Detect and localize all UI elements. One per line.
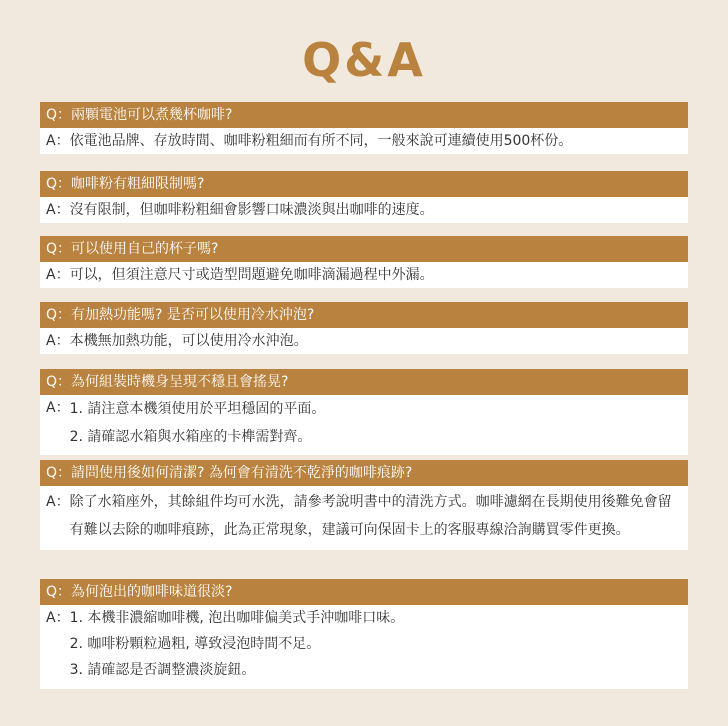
question-text: 咖啡粉有粗細限制嗎? [71, 176, 205, 192]
faq-item [40, 460, 688, 550]
question-bar [40, 579, 688, 605]
answer-box [40, 395, 688, 455]
question-text: 兩顆電池可以煮幾杯咖啡? [71, 107, 233, 123]
question-prefix: Q： [46, 374, 72, 390]
answer-text: 本機無加熱功能，可以使用冷水沖泡。 [69, 333, 308, 349]
answer-text: 沒有限制，但咖啡粉粗細會影響口味濃淡與出咖啡的速度。 [69, 202, 434, 218]
question-prefix: Q： [46, 176, 72, 192]
answer-prefix: A： [46, 610, 70, 626]
faq-item [40, 369, 688, 455]
question-prefix: Q： [46, 107, 72, 123]
question-prefix: Q： [46, 465, 72, 481]
answer-text: 除了水箱座外，其餘組件均可水洗，請參考說明書中的清洗方式。咖啡濾網在長期使用後難免會留有難以去除的咖啡痕跡，此為正常現象，建議可向保固卡上的客服專線洽詢購買零件更換。 [69, 494, 672, 538]
question-text: 可以使用自己的杯子嗎? [71, 241, 219, 257]
question-prefix: Q： [46, 241, 72, 257]
question-bar [40, 171, 688, 197]
question-bar [40, 460, 688, 486]
answer-box [40, 197, 688, 223]
question-text: 為何泡出的咖啡味道很淡? [71, 584, 233, 600]
answer-text: 3. 請確認是否調整濃淡旋鈕。 [69, 662, 256, 678]
answer-prefix: A： [46, 267, 70, 283]
question-text: 為何組裝時機身呈現不穩且會搖晃? [71, 374, 289, 390]
answer-prefix: A： [46, 202, 70, 218]
answer-prefix: A： [46, 333, 70, 349]
answer-text: 2. 咖啡粉顆粒過粗, 導致浸泡時間不足。 [69, 636, 321, 652]
faq-item [40, 236, 688, 288]
question-prefix: Q： [46, 584, 72, 600]
answer-box [40, 328, 688, 354]
question-bar [40, 369, 688, 395]
question-text: 有加熱功能嗎? 是否可以使用冷水沖泡? [71, 307, 315, 323]
question-text: 請問使用後如何清潔? 為何會有清洗不乾淨的咖啡痕跡? [71, 465, 413, 481]
question-bar [40, 102, 688, 128]
answer-text: 1. 請注意本機須使用於平坦穩固的平面。 [69, 401, 326, 417]
answer-text: 2. 請確認水箱與水箱座的卡榫需對齊。 [69, 429, 312, 445]
question-prefix: Q： [46, 307, 72, 323]
answer-box [40, 128, 688, 154]
question-bar [40, 302, 688, 328]
faq-item [40, 302, 688, 354]
answer-prefix: A： [46, 494, 70, 510]
answer-prefix: A： [46, 400, 70, 416]
faq-item [40, 102, 688, 154]
answer-prefix: A： [46, 133, 70, 149]
faq-item [40, 579, 688, 689]
faq-item [40, 171, 688, 223]
answer-text: 依電池品牌、存放時間、咖啡粉粗細而有所不同，一般來說可連續使用500杯份。 [69, 133, 573, 149]
answer-text: 1. 本機非濃縮咖啡機, 泡出咖啡偏美式手沖咖啡口味。 [69, 610, 405, 626]
answer-text: 可以，但須注意尺寸或造型問題避免咖啡滴漏過程中外漏。 [69, 267, 434, 283]
answer-box [40, 605, 688, 689]
question-bar [40, 236, 688, 262]
answer-box [40, 262, 688, 288]
page-title: Q&A [302, 33, 426, 87]
answer-box [40, 486, 688, 550]
